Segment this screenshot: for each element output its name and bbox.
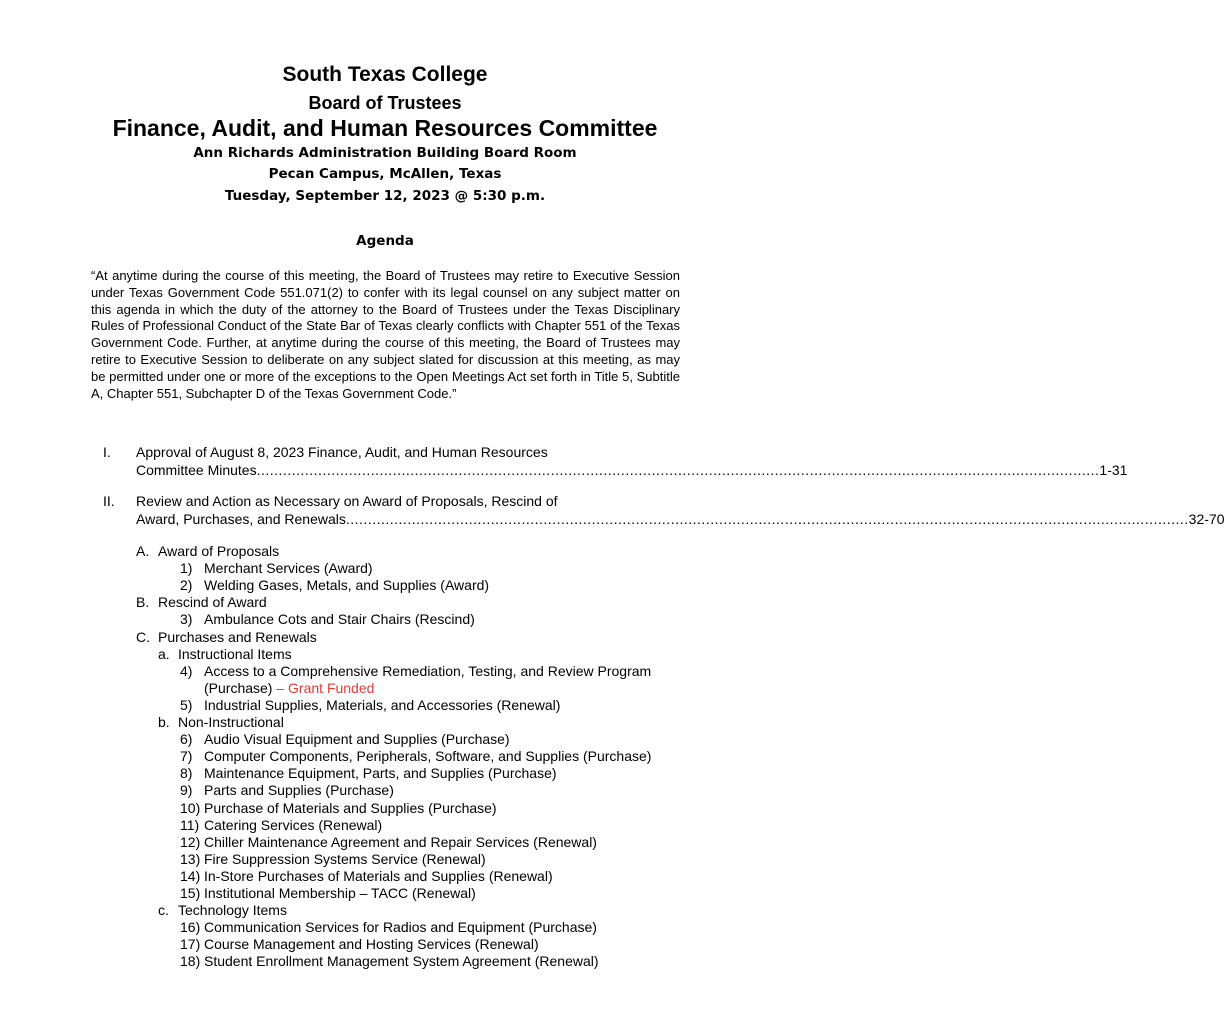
college-name: South Texas College — [282, 63, 488, 86]
sub-item-label: 2) — [180, 577, 193, 594]
sub-item-label: b. — [158, 714, 170, 730]
sub-item-label: 7) — [180, 748, 193, 765]
sub-item-label: 14) — [180, 867, 201, 884]
sub-item-text: (Purchase) – Grant Funded — [204, 679, 375, 696]
sub-item-text: Merchant Services (Award) — [204, 560, 373, 577]
grant-funded-note: – Grant Funded — [272, 679, 375, 696]
meeting-datetime: Tuesday, September 12, 2023 @ 5:30 p.m. — [224, 188, 546, 204]
sub-item-text: Purchases and Renewals — [158, 628, 317, 645]
sub-item-text: Ambulance Cots and Stair Chairs (Rescind) — [204, 611, 475, 628]
sub-item-label: 12) — [180, 833, 201, 850]
sub-item-text: Purchase of Materials and Supplies (Purchase) — [204, 799, 497, 816]
sub-item-label: 9) — [180, 782, 193, 799]
sub-item-text: Communication Services for Radios and Equipment (Purchase) — [204, 919, 597, 936]
sub-item-label: a. — [158, 645, 170, 662]
sub-item-label: 4) — [180, 662, 193, 679]
sub-item-text: Catering Services (Renewal) — [204, 816, 383, 833]
board-title: Board of Trustees — [308, 93, 462, 113]
sub-item-text: In-Store Purchases of Materials and Supplies (Renewal) — [204, 867, 553, 884]
item-title-line2 — [136, 510, 1224, 528]
sub-item-text: Parts and Supplies (Purchase) — [204, 782, 394, 799]
item-title-text: Award, Purchases, and Renewals — [136, 511, 346, 527]
sub-item-text: Rescind of Award — [158, 594, 267, 611]
sub-item-label: 18) — [180, 953, 201, 970]
item-title-line1: Approval of August 8, 2023 Finance, Audit, and Human Resources — [136, 444, 548, 460]
sub-item-label: 15) — [180, 885, 201, 901]
item-title-line1: Review and Action as Necessary on Award of Proposals, Rescind of — [136, 493, 558, 509]
sub-item-text: Institutional Membership – TACC (Renewal) — [204, 885, 476, 901]
sub-item-text: Student Enrollment Management System Agreement (Renewal) — [204, 953, 599, 970]
sub-item-label: 11) — [180, 816, 200, 833]
dot-leader: ................................................................................................................................................................................................ — [345, 511, 1189, 527]
sub-item-text: Computer Components, Peripherals, Software, and Supplies (Purchase) — [204, 748, 652, 765]
sub-item-text: Audio Visual Equipment and Supplies (Purchase) — [204, 731, 510, 748]
sub-item-label: 17) — [180, 936, 201, 953]
item-number: I. — [103, 444, 111, 460]
sub-item-text: Instructional Items — [178, 645, 292, 662]
committee-title: Finance, Audit, and Human Resources Committee — [112, 115, 658, 141]
sub-item-label: 8) — [180, 765, 193, 782]
sub-item-text: Access to a Comprehensive Remediation, Testing, and Review Program — [204, 662, 652, 679]
sub-item-text: Course Management and Hosting Services (Renewal) — [204, 936, 539, 953]
sub-item-text: Award of Proposals — [158, 543, 280, 559]
item-title-text: Committee Minutes — [136, 462, 257, 478]
page-range: 32-70 — [1188, 511, 1224, 527]
sub-item-text: Industrial Supplies, Materials, and Accessories (Renewal) — [204, 696, 561, 713]
page-range: 1-31 — [1099, 462, 1128, 478]
sub-item-label: C. — [136, 628, 150, 645]
sub-item-label: c. — [158, 902, 169, 919]
sub-item-label: 1) — [180, 560, 193, 577]
executive-session-disclaimer: “At anytime during the course of this meeting, the Board of Trustees may retire to Executive Session under Texas Government Code 551.071(2) to confer with its legal counsel on any subject matter on this agenda in which the duty of the attorney to the Board of Trustees under the Texas Disciplinary Rules of Professional Conduct of the State Bar of Texas clearly conflicts with Chapter 551 of the Texas Government Code. Further, at anytime during the course of this meeting, the Board of Trustees may retire to Executive Session to deliberate on any subject slated for discussion at this meeting, as may be permitted under one or more of the exceptions to the Open Meetings Act set forth in Title 5, Subtitle A, Chapter 551, Subchapter D of the Texas Government Code.” — [91, 268, 680, 401]
sub-item-label: 13) — [180, 850, 201, 867]
sub-item-text: Welding Gases, Metals, and Supplies (Award) — [204, 577, 490, 594]
sub-item-label: 6) — [180, 731, 193, 748]
sub-item-label: A. — [136, 543, 150, 559]
location-campus: Pecan Campus, McAllen, Texas — [268, 166, 502, 182]
agenda-heading: Agenda — [356, 233, 414, 249]
sub-item-label: 16) — [180, 919, 201, 936]
sub-item-label: 10) — [180, 799, 201, 816]
sub-item-label: 3) — [180, 611, 193, 628]
sub-item-text: Technology Items — [178, 902, 287, 919]
sub-item-text: Chiller Maintenance Agreement and Repair Services (Renewal) — [204, 833, 597, 850]
sub-item-label: B. — [136, 594, 150, 611]
sub-item-label: 5) — [180, 696, 193, 713]
item-number: II. — [103, 493, 115, 509]
sub-item-text: Maintenance Equipment, Parts, and Supplies (Purchase) — [204, 765, 557, 782]
item-title-line2 — [136, 461, 1128, 479]
dot-leader: ................................................................................................................................................................................................ — [256, 462, 1100, 478]
location-room: Ann Richards Administration Building Board Room — [193, 145, 577, 161]
sub-item-text: Non-Instructional — [178, 714, 284, 730]
sub-item-text: Fire Suppression Systems Service (Renewal) — [204, 850, 486, 867]
